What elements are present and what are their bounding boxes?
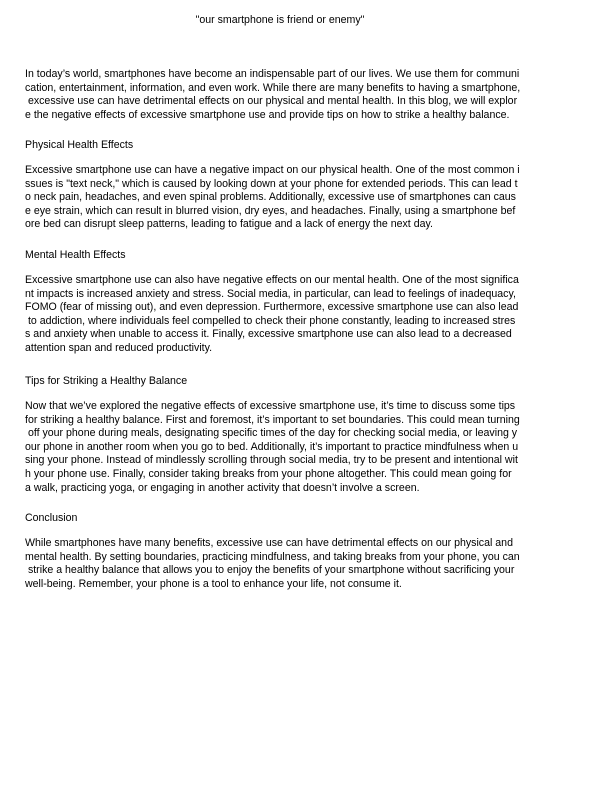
conclusion-paragraph [25, 537, 595, 591]
paragraph-line: s and anxiety when unable to access it. Finally, excessive smartphone use can also lead to a decreased [25, 328, 512, 341]
paragraph-line: strike a healthy balance that allows you to enjoy the benefits of your smartphone without sacrificing your [25, 564, 515, 577]
paragraph-line: well-being. Remember, your phone is a tool to enhance your life, not consume it. [25, 577, 402, 590]
section-physical-health [25, 138, 595, 152]
paragraph-line: attention span and reduced productivity. [25, 341, 213, 354]
section-mental-health [25, 248, 595, 262]
paragraph-line: e the negative effects of excessive smartphone use and provide tips on how to strike a healthy balance. [25, 108, 510, 121]
paragraph-line: cation, entertainment, information, and even work. While there are many benefits to having a smartphone, [25, 81, 521, 94]
physical-health-paragraph [25, 164, 595, 232]
section-heading: Mental Health Effects [25, 249, 126, 261]
paragraph-line: o neck pain, headaches, and even spinal problems. Additionally, excessive use of smartphones can caus [25, 191, 516, 204]
paragraph-line: Excessive smartphone use can also have negative effects on our mental health. One of the most significa [25, 274, 519, 286]
paragraph-line: mental health. By setting boundaries, practicing mindfulness, and taking breaks from your phone, you can [25, 550, 520, 563]
paragraph-line: ssues is "text neck," which is caused by looking down at your phone for extended periods. This can lead t [25, 177, 518, 190]
paragraph-line: a walk, practicing yoga, or engaging in another activity that doesn’t involve a screen. [25, 481, 420, 494]
paragraph-line: h your phone use. Finally, consider taking breaks from your phone altogether. This could mean going for [25, 467, 512, 480]
mental-health-paragraph [25, 274, 595, 356]
paragraph-line: e eye strain, which can result in blurred vision, dry eyes, and headaches. Finally, using a smartphone bef [25, 204, 516, 217]
paragraph-line: nt impacts is increased anxiety and stress. Social media, in particular, can lead to feelings of inadequacy, [25, 287, 516, 300]
paragraph-line: sing your phone. Instead of mindlessly scrolling through social media, try to be present and intentional wit [25, 454, 518, 467]
paragraph-line: excessive use can have detrimental effects on our physical and mental health. In this blog, we will explor [25, 95, 518, 108]
section-heading: Conclusion [25, 512, 78, 524]
paragraph-line: off your phone during meals, designating specific times of the day for checking social media, or leaving y [25, 427, 518, 440]
section-tips [25, 374, 595, 388]
paragraph-line: our phone in another room when you go to bed. Additionally, it’s important to practice mindfulness when u [25, 440, 519, 453]
paragraph-line: While smartphones have many benefits, excessive use can have detrimental effects on our physical and [25, 537, 513, 549]
document-title: "our smartphone is friend or enemy" [195, 14, 365, 26]
intro-paragraph [25, 68, 595, 122]
section-heading: Tips for Striking a Healthy Balance [25, 375, 188, 387]
paragraph-line: Excessive smartphone use can have a negative impact on our physical health. One of the most common i [25, 164, 520, 176]
paragraph-line: Now that we’ve explored the negative effects of excessive smartphone use, it’s time to discuss some tips [25, 400, 516, 412]
paragraph-line: to addiction, where individuals feel compelled to check their phone constantly, leading to increased stres [25, 314, 516, 327]
section-conclusion [25, 511, 595, 525]
section-heading: Physical Health Effects [25, 139, 134, 151]
paragraph-line: FOMO (fear of missing out), and even depression. Furthermore, excessive smartphone use can also lead [25, 301, 519, 314]
paragraph-line: for striking a healthy balance. First and foremost, it’s important to set boundaries. This could mean turning [25, 413, 520, 426]
paragraph-line: ore bed can disrupt sleep patterns, leading to fatigue and a lack of energy the next day. [25, 218, 433, 231]
paragraph-line: In today’s world, smartphones have become an indispensable part of our lives. We use them for communi [25, 68, 520, 80]
tips-paragraph [25, 400, 595, 495]
